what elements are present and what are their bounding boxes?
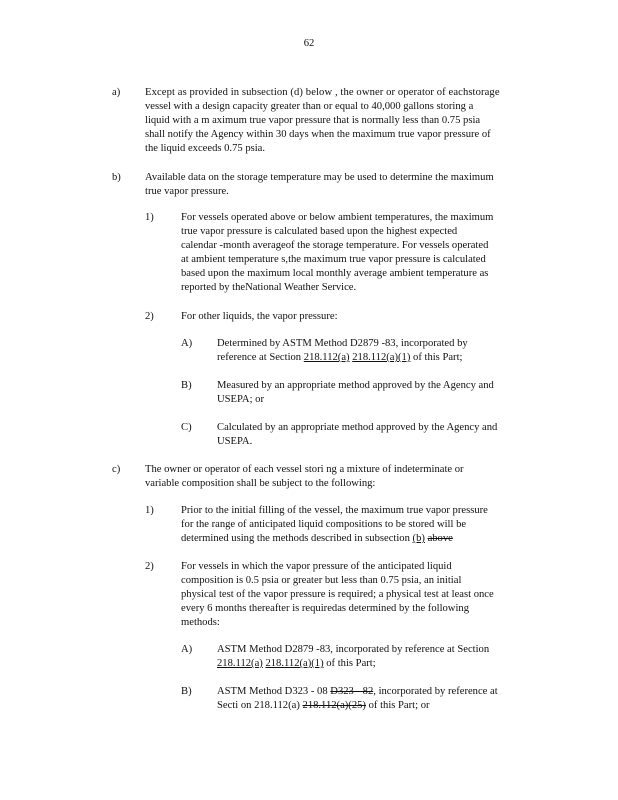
item-b1-line: based upon the maximum local monthly average ambient temperature as bbox=[181, 268, 489, 279]
item-b2c-label: C) bbox=[181, 422, 192, 433]
item-a-line: shall notify the Agency within 30 days when the maximum true vapor pressure of bbox=[145, 129, 491, 140]
item-b1-line: true vapor pressure is calculated based upon the highest expected bbox=[181, 226, 458, 237]
item-c2b-line bbox=[217, 699, 430, 712]
item-c-label: c) bbox=[112, 464, 121, 475]
item-b2b-label: B) bbox=[181, 380, 192, 391]
text-fragment: of this Part; bbox=[323, 658, 376, 669]
item-b2-line: For other liquids, the vapor pressure: bbox=[181, 311, 338, 322]
item-c1-line: for the range of anticipated liquid compositions to be stored will be bbox=[181, 519, 467, 530]
item-c2b-line bbox=[217, 685, 498, 698]
item-c2-line: every 6 months thereafter is requiredas determined by the following bbox=[181, 603, 469, 614]
item-b2a-line bbox=[217, 351, 462, 364]
item-a-line: the liquid exceeds 0.75 psia. bbox=[145, 143, 266, 154]
deleted-text: above bbox=[427, 533, 453, 544]
item-c1-label: 1) bbox=[145, 505, 154, 516]
deleted-text: 218.112(a)(25) bbox=[302, 700, 366, 711]
citation-added: 218.112(a)(1) bbox=[265, 658, 324, 669]
citation-added: (b) bbox=[412, 533, 425, 544]
item-c2a-line: ASTM Method D2879 -83, incorporated by reference at Section bbox=[217, 644, 490, 655]
item-a-line: vessel with a design capacity greater than or equal to 40,000 gallons storing a bbox=[145, 101, 474, 112]
item-c2-label: 2) bbox=[145, 561, 154, 572]
item-c1-line: Prior to the initial filling of the vessel, the maximum true vapor pressure bbox=[181, 505, 488, 516]
item-c2-line: For vessels in which the vapor pressure of the anticipated liquid bbox=[181, 561, 452, 572]
text-fragment: of this Part; bbox=[410, 352, 463, 363]
text-fragment: reference at Section bbox=[217, 352, 304, 363]
item-a-line: Except as provided in subsection (d) below , the owner or operator of eachstorage bbox=[145, 87, 500, 98]
item-a-label: a) bbox=[112, 87, 121, 98]
item-c2a-label: A) bbox=[181, 644, 193, 655]
item-c2-line: methods: bbox=[181, 617, 220, 628]
item-b1-label: 1) bbox=[145, 212, 154, 223]
citation-added: 218.112(a) bbox=[217, 658, 263, 669]
item-b1-line: For vessels operated above or below ambient temperatures, the maximum bbox=[181, 212, 494, 223]
item-c2b-label: B) bbox=[181, 686, 192, 697]
item-b2a-label: A) bbox=[181, 338, 193, 349]
item-c-line: variable composition shall be subject to the following: bbox=[145, 478, 376, 489]
text-fragment: Secti on 218.112(a) bbox=[217, 700, 303, 711]
item-b1-line: calendar -month averageof the storage temperature. For vessels operated bbox=[181, 240, 489, 251]
item-b2b-line: Measured by an appropriate method approved by the Agency and bbox=[217, 380, 494, 391]
citation-added: 218.112(a) bbox=[303, 352, 350, 363]
item-b2a-line: Determined by ASTM Method D2879 -83, incorporated by bbox=[217, 338, 468, 349]
item-b-line: true vapor pressure. bbox=[145, 186, 229, 197]
item-b-label: b) bbox=[112, 172, 121, 183]
item-b-line: Available data on the storage temperature may be used to determine the maximum bbox=[145, 172, 494, 183]
page-number: 62 bbox=[303, 38, 315, 49]
text-fragment: ASTM Method D323 - 08 bbox=[217, 686, 331, 697]
item-b2b-line: USEPA; or bbox=[217, 394, 264, 405]
text-fragment: , incorporated by reference at bbox=[373, 686, 498, 697]
item-c2-line: composition is 0.5 psia or greater but less than 0.75 psia, an initial bbox=[181, 575, 462, 586]
item-b2c-line: Calculated by an appropriate method approved by the Agency and bbox=[217, 422, 498, 433]
item-b2c-line: USEPA. bbox=[217, 436, 253, 447]
item-b2-label: 2) bbox=[145, 311, 154, 322]
deleted-text: D323 - 82 bbox=[330, 686, 374, 697]
item-a-line: liquid with a m aximum true vapor pressure that is normally less than 0.75 psia bbox=[145, 115, 481, 126]
item-c2a-line bbox=[217, 657, 376, 670]
item-b1-line: reported by theNational Weather Service. bbox=[181, 282, 357, 293]
text-fragment: determined using the methods described in subsection bbox=[181, 533, 413, 544]
item-c1-line bbox=[181, 532, 453, 545]
citation-added: 218.112(a)(1) bbox=[352, 352, 411, 363]
text-fragment: of this Part; or bbox=[365, 700, 430, 711]
item-c2-line: physical test of the vapor pressure is required; a physical test at least once bbox=[181, 589, 494, 600]
item-c-line: The owner or operator of each vessel stori ng a mixture of indeterminate or bbox=[145, 464, 464, 475]
item-b1-line: at ambient temperature s,the maximum true vapor pressure is calculated bbox=[181, 254, 486, 265]
